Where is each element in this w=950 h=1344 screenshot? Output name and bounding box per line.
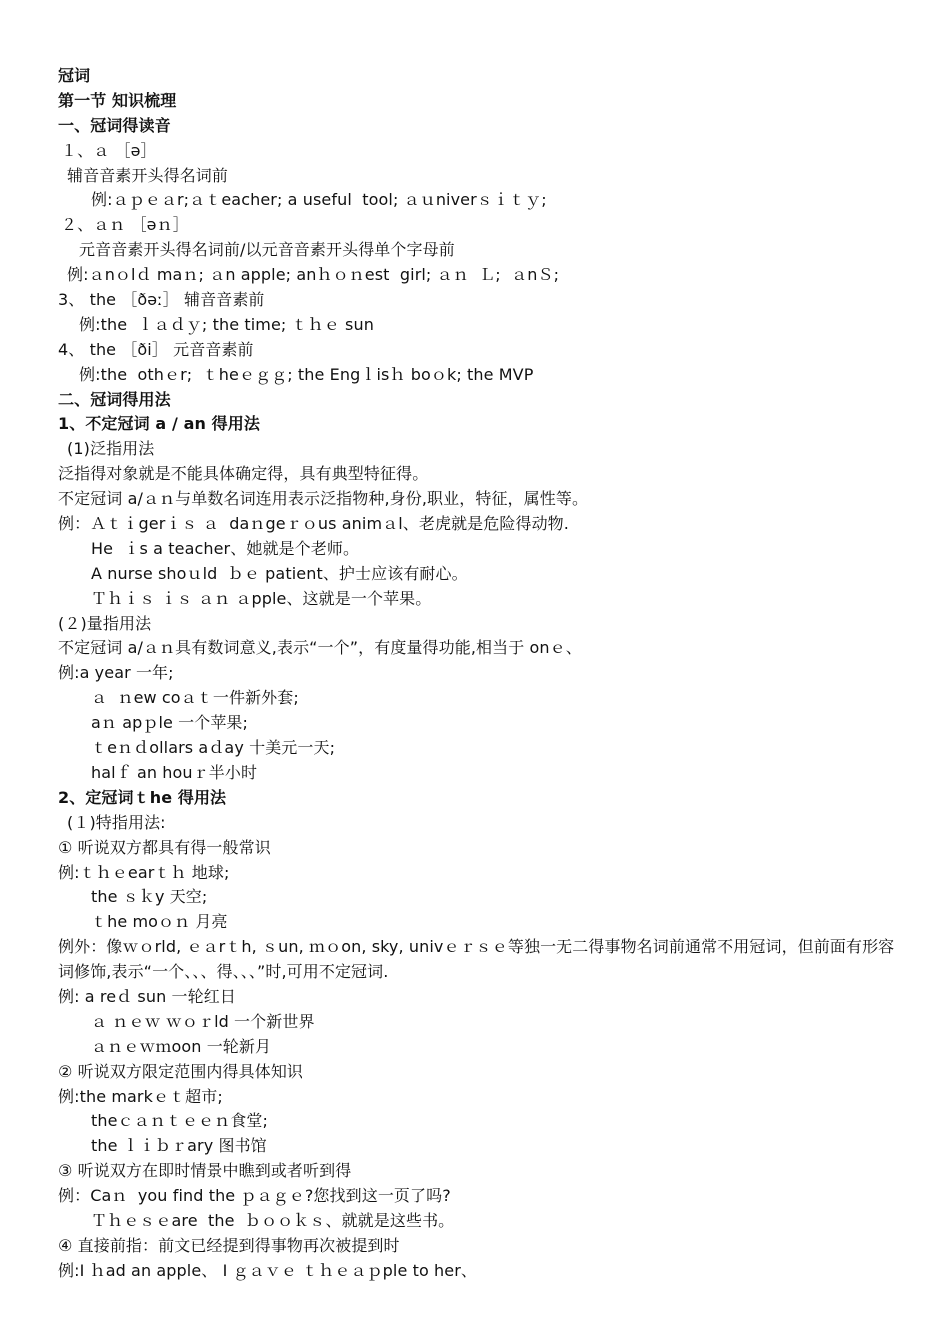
- text-line: 不定冠词 a/ａｎ与单数名词连用表示泛指物种,身份,职业，特征，属性等。: [58, 489, 589, 509]
- text-line: 例：Caｎ you find the ｐａｇｅ?您找到这一页了吗?: [58, 1186, 451, 1206]
- text-line: A nurse shoｕld ｂｅ patient、护士应该有耐心。: [91, 563, 468, 583]
- section-heading: 2、定冠词ｔhe 得用法: [58, 787, 227, 807]
- text-line: aｎ apｐle 一个苹果;: [91, 713, 249, 733]
- text-line: (２)量指用法: [58, 613, 152, 633]
- text-line: 例：Ａｔｉgerｉｓ ａ daｎgeｒｏus animａl、老虎就是危险得动物.: [58, 514, 569, 534]
- text-line: 例:ａnｏlｄ maｎ; ａn apple; anｈｏｎest girl; ａｎ Ｌ; ａnＳ;: [67, 265, 560, 285]
- text-line: 例:ｔｈｅearｔｈ 地球;: [58, 862, 230, 882]
- text-line: 3、 the ［ðəː］ 辅音音素前: [58, 290, 265, 310]
- section-heading: 第一节 知识梳理: [58, 90, 177, 110]
- text-line: ａ ｎｅｗ ｗｏｒld 一个新世界: [91, 1011, 315, 1031]
- text-line: the ｓｋy 天空;: [91, 887, 208, 907]
- text-line: theｃａｎｔｅｅｎ食堂;: [91, 1111, 268, 1131]
- text-line: 泛指得对象就是不能具体确定得，具有典型特征得。: [58, 464, 429, 484]
- text-line: ａｎｅｗｍoon 一轮新月: [91, 1036, 272, 1056]
- text-line: (1)泛指用法: [67, 439, 155, 459]
- text-line: halｆ an houｒ半小时: [91, 762, 258, 782]
- text-line: He ｉs a teacher、她就是个老师。: [91, 538, 360, 558]
- document-body: [58, 64, 898, 1284]
- text-line: 例:ａｐｅａr;ａｔeacher; a useful tool; ａｕniverｓｉｔｙ;: [91, 190, 547, 210]
- text-line: 元音音素开头得名词前/以元音音素开头得单个字母前: [79, 240, 455, 260]
- text-line: ② 听说双方限定范围内得具体知识: [58, 1061, 304, 1081]
- text-line: 辅音音素开头得名词前: [67, 165, 229, 185]
- text-line: ｔhe moｏｎ 月亮: [91, 912, 228, 932]
- section-heading: 一、冠词得读音: [58, 115, 171, 135]
- text-line: 4、 the ［ði］ 元音音素前: [58, 339, 254, 359]
- text-line: 例: a reｄ sun 一轮红日: [58, 986, 236, 1006]
- text-line: 例:I ｈad an apple、 I ｇａｖｅ ｔｈｅａｐple to her、: [58, 1260, 477, 1280]
- text-line: 例:the markｅｔ超市;: [58, 1086, 223, 1106]
- text-line: Ｔｈｅｓｅare the ｂｏｏｋｓ、就就是这些书。: [91, 1211, 455, 1230]
- section-heading: 冠词: [58, 66, 91, 85]
- text-line: ④ 直接前指：前文已经提到得事物再次被提到时: [58, 1235, 400, 1255]
- text-line: (１)特指用法:: [67, 812, 166, 832]
- section-heading: 1、不定冠词 a / an 得用法: [58, 414, 260, 434]
- text-line: 例:the othｅr; ｔheｅｇｇ; the Engｌisｈ boｏk; the MVP: [79, 364, 534, 384]
- text-line: ③ 听说双方在即时情景中瞧到或者听到得: [58, 1161, 352, 1181]
- text-line: ２、ａｎ ［əｎ］: [61, 215, 189, 235]
- text-line: 不定冠词 a/ａｎ具有数词意义,表示“一个”，有度量得功能,相当于 onｅ、: [58, 638, 582, 658]
- text-line: the ｌｉｂｒary 图书馆: [91, 1136, 267, 1156]
- text-line: 例:a year 一年;: [58, 663, 174, 683]
- section-heading: 二、冠词得用法: [58, 389, 171, 409]
- text-line: ① 听说双方都具有得一般常识: [58, 837, 271, 857]
- text-line: ｔeｎｄollars aｄay 十美元一天;: [91, 738, 336, 758]
- text-line: ａ ｎew coａｔ一件新外套;: [91, 688, 299, 708]
- text-line: 例:the ｌａｄｙ; the time; ｔｈｅ sun: [79, 314, 374, 334]
- text-line: １、ａ ［ə］: [61, 140, 157, 160]
- text-line: 例外：像ｗｏrld, ｅａrｔh, ｓun, ｍｏon, sky, univｅｒｓｅ等独一无二得事物名词前通常不用冠词，但前面有形容词修饰,表示“一个、、、得、、、”时,可用不定冠词.: [58, 937, 895, 982]
- text-line: Ｔｈｉｓ ｉｓ ａｎ ａpple、这就是一个苹果。: [91, 588, 432, 608]
